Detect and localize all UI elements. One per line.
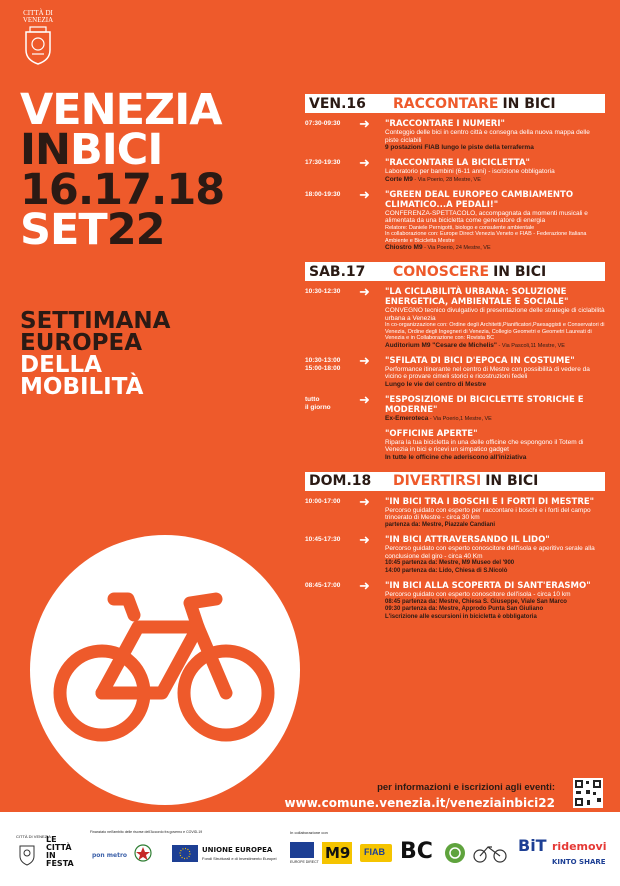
event-departure: 08:45 partenza da: Mestre, Chiesa S. Giuseppe, Viale San Marco bbox=[385, 598, 567, 605]
event-place bbox=[385, 144, 605, 152]
subtitle-line2: EUROPEA bbox=[20, 330, 143, 356]
sponsor-footer bbox=[0, 812, 620, 886]
subtitle-line1: SETTIMANA bbox=[20, 308, 171, 334]
event-time: 17:30-19:30 bbox=[305, 159, 341, 166]
event-description: Conteggio delle bici in centro città e consegna della nuova mappa delle piste ciclabili bbox=[385, 129, 590, 144]
event-time: 10:30-13:00 15:00-18:00 bbox=[305, 356, 341, 372]
event-note: Relatore: Daniele Pernigotti, biologo e consulente ambientale In collaborazione con: Europe Direct Venezia Veneto e FIAB - Federazione Italiana Ambiente e Bicicletta Mestre bbox=[385, 224, 587, 244]
lion-crest-icon bbox=[22, 26, 54, 66]
event-description: Percorso guidato con esperto conoscitore dell'isola e aperitivo serale alla conclusione del giro - circa 40 Km bbox=[385, 545, 595, 560]
event-note: In co-organizzazione con: Ordine degli Architetti,Pianificatori,Paesaggisti e Conservatori di Venezia, Ordine degli Ingegneri di Venezia, Collegio Geometri e Geometri Laureati di Venezia e in Collaborazione con: Rovista BC bbox=[385, 322, 605, 341]
event-description: Percorso guidato con esperto conoscitore dell'isola - circa 10 km bbox=[385, 591, 571, 598]
event-body bbox=[385, 119, 605, 152]
event-place-name: Lungo le vie del centro di Mestre bbox=[385, 380, 487, 388]
day-theme-suffix: IN BICI bbox=[502, 95, 556, 112]
city-of-venice-logo bbox=[18, 10, 58, 66]
event-title bbox=[20, 85, 225, 255]
eu-flag-icon bbox=[172, 845, 198, 862]
bicycle-illustration bbox=[30, 535, 300, 805]
event-description: Percorso guidato con esperto per raccontare i boschi e i forti del campo trincerato di Mestre - circa 30 km bbox=[385, 506, 591, 521]
event-place bbox=[385, 176, 605, 184]
event-body bbox=[385, 429, 605, 462]
unione-europea-label: UNIONE EUROPEA bbox=[202, 846, 273, 854]
event-title: "GREEN DEAL EUROPEO CAMBIAMENTO CLIMATICO...A PEDALI!" bbox=[385, 189, 574, 210]
day-name: SAB.17 bbox=[309, 263, 366, 280]
event-item bbox=[305, 116, 605, 152]
day-header bbox=[305, 262, 605, 281]
event-description: Laboratorio per bambini (6-11 anni) - iscrizione obbligatoria bbox=[385, 168, 555, 175]
event-place bbox=[385, 454, 605, 462]
event-description: CONFERENZA-SPETTACOLO, accompagnata da momenti musicali e alimentata da una bicicletta come generatore di energia bbox=[385, 209, 588, 224]
event-place bbox=[385, 342, 605, 350]
event-title: "SFILATA DI BICI D'EPOCA IN COSTUME" bbox=[385, 355, 575, 366]
day-name: DOM.18 bbox=[309, 473, 372, 489]
event-item bbox=[305, 284, 605, 350]
event-body bbox=[385, 581, 605, 621]
fondi-label: Fondi Strutturali e di Investimento Europei bbox=[202, 856, 277, 861]
event-place-name: 9 postazioni FIAB lungo le piste della terraferma bbox=[385, 144, 534, 151]
title-bici: BICI bbox=[70, 125, 163, 175]
title-venezia: VENEZIA bbox=[20, 85, 222, 135]
event-item bbox=[305, 186, 605, 253]
qr-code[interactable] bbox=[573, 778, 603, 808]
footer-city-text: CITTÀ DI VENEZIA bbox=[16, 834, 51, 839]
arrow-right-icon: ➜ bbox=[359, 493, 370, 509]
title-in-bici bbox=[20, 125, 224, 175]
event-item bbox=[305, 532, 605, 575]
event-body bbox=[385, 395, 605, 423]
event-place-name: Auditorium M9 "Cesare de Michelis" bbox=[385, 341, 497, 349]
arrow-right-icon: ➜ bbox=[359, 155, 370, 170]
title-set-year bbox=[20, 205, 224, 255]
day-section bbox=[305, 262, 605, 462]
event-time: tutto il giorno bbox=[305, 395, 331, 411]
vintage-bike-logo-icon bbox=[470, 842, 510, 864]
event-body bbox=[385, 287, 605, 350]
event-time: 10:45-17:30 bbox=[305, 536, 341, 543]
event-place-name: Ex-Emeroteca bbox=[385, 414, 429, 422]
bc-logo: BC bbox=[400, 839, 433, 864]
event-title: "RACCONTARE I NUMERI" bbox=[385, 119, 505, 129]
day-theme-suffix: IN BICI bbox=[485, 473, 539, 489]
day-theme: RACCONTARE bbox=[393, 95, 499, 112]
fiab-logo: FIAB bbox=[360, 844, 392, 862]
funding-note: Finanziato nell'ambito delle risorse dell'Accordo fra governo e COVID-19 bbox=[90, 830, 203, 834]
green-circle-logo-icon bbox=[444, 842, 466, 864]
day-theme: CONOSCERE bbox=[393, 263, 490, 280]
event-description: Ripara la tua bicicletta in una delle officine che espongono il Totem di Venezia in bici e ricevi un simpatico gadget bbox=[385, 438, 584, 453]
event-time: 08:45-17:00 bbox=[305, 582, 341, 589]
event-title: "RACCONTARE LA BICICLETTA" bbox=[385, 158, 530, 168]
event-body bbox=[385, 535, 605, 575]
event-title: "IN BICI ALLA SCOPERTA DI SANT'ERASMO" bbox=[385, 581, 591, 591]
event-body bbox=[385, 356, 605, 389]
info-text: per informazioni e iscrizioni agli eventi: bbox=[377, 782, 555, 793]
m9-logo: M9 bbox=[322, 842, 352, 864]
event-place-address: - Via Poerio,1 Mestre, VE bbox=[428, 415, 492, 422]
italian-republic-emblem-icon bbox=[134, 844, 152, 862]
title-in: IN bbox=[20, 125, 70, 175]
arrow-right-icon: ➜ bbox=[359, 116, 370, 131]
event-departure: 10:45 partenza da: Mestre, M9 Museo del '900 bbox=[385, 560, 515, 566]
kinto-share-logo: KINTO SHARE bbox=[552, 858, 606, 866]
event-item bbox=[305, 352, 605, 389]
event-time: 10:00-17:00 bbox=[305, 497, 341, 505]
event-body bbox=[385, 190, 605, 253]
event-place bbox=[385, 415, 605, 423]
title-dates: 16.17.18 bbox=[20, 165, 225, 215]
europe-direct-flag-icon bbox=[290, 842, 314, 858]
event-departure: 09:30 partenza da: Mestre, Approdo Punta San Giuliano bbox=[385, 606, 544, 612]
event-description: Performance itinerante nel centro di Mestre con possibilità di vedere da vicino e provare cimeli storici e ricostruzioni fedeli bbox=[385, 365, 590, 380]
event-item bbox=[305, 429, 605, 462]
venice-crest-icon bbox=[18, 842, 36, 866]
event-time: 18:00-19:30 bbox=[305, 190, 341, 198]
event-time bbox=[305, 429, 359, 462]
event-item bbox=[305, 155, 605, 184]
citta-in-festa-logo: LE CITTÀ IN FESTA bbox=[46, 835, 74, 868]
event-item bbox=[305, 391, 605, 423]
pon-metro-logo: pon metro bbox=[92, 852, 128, 859]
event-place-address: - Via Pascoli,11 Mestre, VE bbox=[497, 342, 565, 349]
title-set: SET bbox=[20, 205, 107, 255]
day-header bbox=[305, 472, 605, 491]
in-collaborazione-label: In collaborazione con bbox=[290, 830, 328, 835]
event-place-address: - Via Poerio, 24 Mestre, VE bbox=[422, 245, 491, 251]
subtitle-line4: MOBILITÀ bbox=[20, 374, 144, 400]
event-title: "IN BICI ATTRAVERSANDO IL LIDO" bbox=[385, 535, 550, 545]
qr-code-icon bbox=[573, 778, 603, 808]
subtitle-line3: DELLA bbox=[20, 352, 102, 378]
day-theme: DIVERTIRSI bbox=[393, 473, 482, 489]
event-departure: 14:00 partenza da: Lido, Chiesa di S.Nicolò bbox=[385, 567, 508, 574]
title-year: 22 bbox=[106, 205, 165, 255]
event-title: "IN BICI TRA I BOSCHI E I FORTI DI MESTRE" bbox=[385, 496, 595, 507]
bicycle-icon bbox=[30, 535, 300, 805]
day-header bbox=[305, 94, 605, 113]
event-body bbox=[385, 497, 605, 530]
europe-direct-label: EUROPE DIRECT bbox=[290, 860, 319, 864]
event-departure: partenza da: Mestre, Piazzale Candiani bbox=[385, 521, 496, 528]
day-theme-suffix: IN BICI bbox=[493, 263, 547, 280]
info-url-link[interactable]: www.comune.venezia.it/veneziainbici22 bbox=[284, 796, 555, 810]
day-name: VEN.16 bbox=[309, 95, 366, 112]
event-place-name: Corte M9 bbox=[385, 175, 413, 183]
event-description: CONVEGNO tecnico divulgativo di presentazione delle strategie di ciclabilità urbana a Venezia bbox=[385, 307, 605, 322]
arrow-right-icon: ➜ bbox=[359, 391, 370, 407]
day-section bbox=[305, 472, 605, 622]
event-item bbox=[305, 493, 605, 530]
event-departure: L'iscrizione alle escursioni in bicicletta è obbligatoria bbox=[385, 613, 537, 620]
event-place-name: In tutte le officine che aderiscono all'iniziativa bbox=[385, 453, 527, 461]
event-body bbox=[385, 158, 605, 184]
arrow-right-icon bbox=[359, 429, 385, 462]
event-title: "OFFICINE APERTE" bbox=[385, 428, 478, 439]
event-place-address: - Via Poerio, 28 Mestre, VE bbox=[412, 176, 481, 183]
day-section bbox=[305, 94, 605, 252]
arrow-right-icon: ➜ bbox=[359, 532, 370, 547]
program bbox=[305, 94, 605, 631]
event-time: 10:30-12:30 bbox=[305, 288, 341, 295]
ridemovi-logo: ridemovi bbox=[552, 840, 607, 853]
arrow-right-icon: ➜ bbox=[359, 284, 370, 299]
event-place bbox=[385, 244, 605, 252]
arrow-right-icon: ➜ bbox=[359, 578, 370, 593]
event-time: 07:30-09:30 bbox=[305, 120, 341, 127]
city-logo-text: CITTÀ DI VENEZIA bbox=[22, 9, 54, 24]
arrow-right-icon: ➜ bbox=[359, 352, 370, 368]
event-place-name: Chiostro M9 bbox=[385, 244, 423, 251]
event-place bbox=[385, 381, 605, 389]
event-subtitle bbox=[20, 310, 170, 398]
arrow-right-icon: ➜ bbox=[359, 186, 370, 202]
event-item bbox=[305, 578, 605, 621]
event-title: "ESPOSIZIONE DI BICICLETTE STORICHE E MODERNE" bbox=[385, 394, 584, 415]
event-title: "LA CICLABILITÀ URBANA: SOLUZIONE ENERGETICA, AMBIENTALE E SOCIALE" bbox=[385, 287, 569, 307]
bit-logo: BiT bbox=[518, 836, 547, 855]
